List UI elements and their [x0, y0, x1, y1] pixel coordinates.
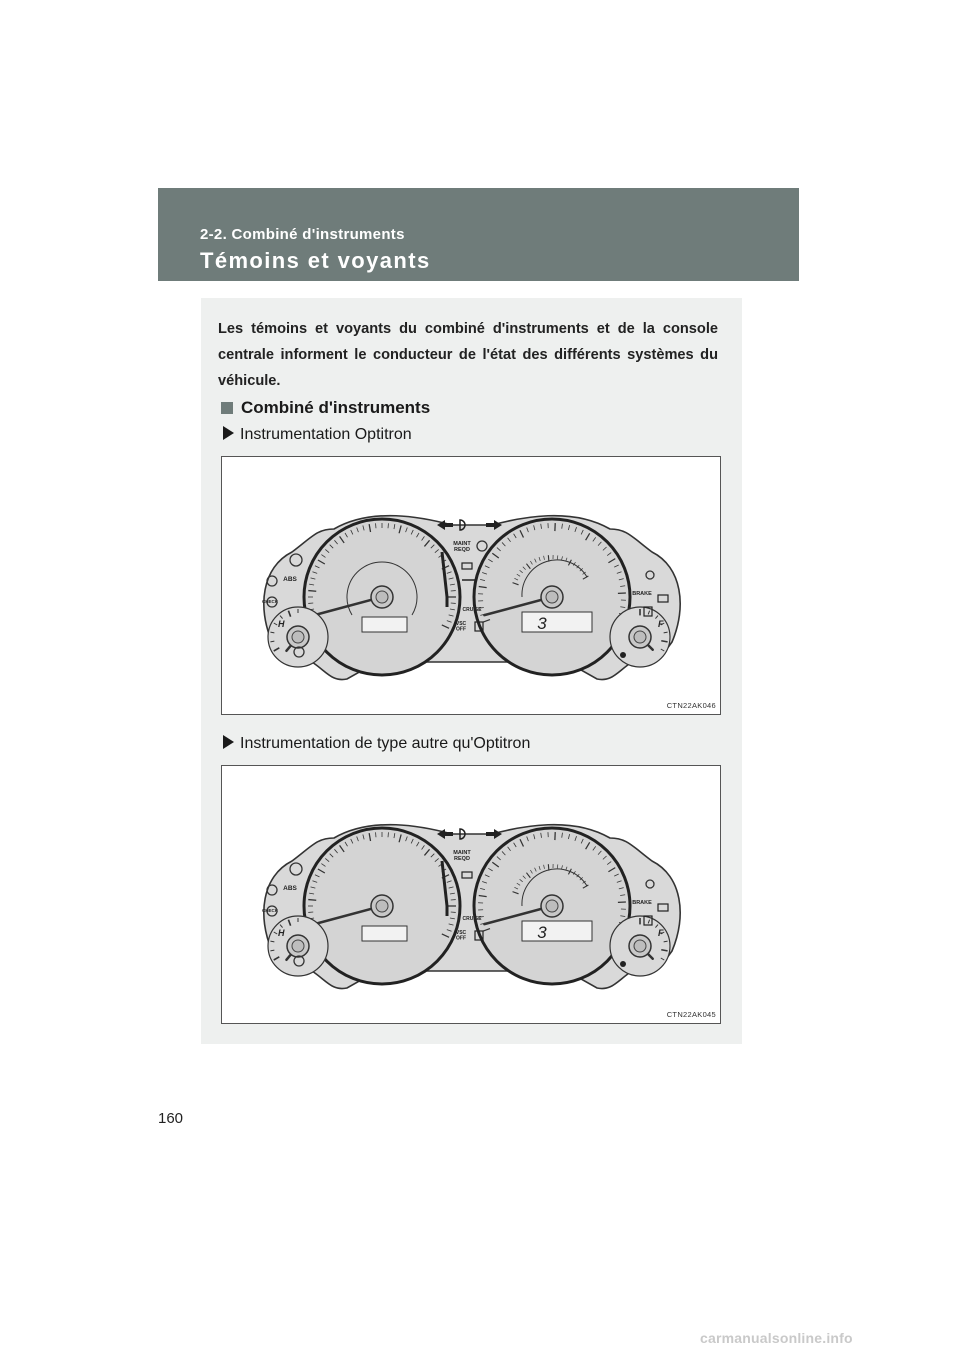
needle-hub-inner	[546, 591, 558, 603]
subheading-text: Combiné d'instruments	[241, 398, 431, 417]
temp-h-label: H	[278, 619, 285, 629]
gauge-tick	[548, 555, 549, 561]
abs-badge: ABS	[283, 885, 297, 892]
gauge-tick	[308, 591, 316, 592]
odometer-display	[362, 617, 407, 632]
needle-hub-inner	[376, 591, 388, 603]
vsc-off-badge: VSC	[455, 621, 467, 627]
vsc-off-badge: OFF	[456, 626, 466, 633]
figure-label-optitron	[223, 426, 412, 444]
gauge-tick	[548, 864, 549, 870]
shift-display	[522, 612, 592, 632]
figure-label-standard	[223, 735, 530, 753]
vsc-off-badge: VSC	[455, 930, 467, 936]
shift-display	[522, 921, 592, 941]
gauge-tick	[664, 941, 668, 942]
gauge-tick	[661, 641, 667, 642]
needle-hub-inner	[634, 631, 646, 643]
vsc-off-badge: OFF	[456, 935, 466, 942]
section-label: 2-2. Combiné d'instruments	[200, 226, 405, 243]
odometer-display	[362, 926, 407, 941]
cluster-figure-standard	[221, 765, 721, 1024]
gauge-tick	[270, 950, 274, 951]
fuel-f-label: F	[658, 619, 664, 629]
abs-badge: ABS	[283, 576, 297, 583]
gear-indicator: 3	[537, 614, 547, 633]
temp-h-label: H	[278, 928, 285, 938]
subheading	[221, 398, 430, 418]
figure-code: CTN22AK045	[666, 1010, 716, 1019]
maint-reqd-badge: MAINT	[453, 850, 471, 856]
gear-indicator: 3	[537, 923, 547, 942]
cruise-badge: CRUISE	[462, 607, 482, 613]
gauge-tick	[270, 941, 274, 942]
needle-hub-inner	[546, 900, 558, 912]
gauge-tick	[270, 632, 274, 633]
section-header	[158, 188, 799, 281]
gauge-tick	[661, 950, 667, 951]
page-title: Témoins et voyants	[200, 248, 431, 273]
maint-reqd-badge: REQD	[454, 547, 470, 553]
maint-reqd-badge: MAINT	[453, 541, 471, 547]
triangle-bullet-icon	[223, 426, 234, 440]
maint-reqd-badge: REQD	[454, 856, 470, 862]
intro-paragraph: Les témoins et voyants du combiné d'instruments et de la console centrale informent le conducteur de l'état des différents systèmes du véhicule.	[218, 321, 718, 389]
check-engine-badge: CHECK	[261, 908, 279, 913]
needle-hub-inner	[376, 900, 388, 912]
watermark: carmanualsonline.info	[700, 1330, 853, 1346]
fuel-dot	[620, 652, 626, 658]
check-engine-badge: CHECK	[261, 599, 279, 604]
cluster-group	[262, 516, 680, 680]
figure-label-text: Instrumentation de type autre qu'Optitron	[240, 735, 531, 752]
needle-hub-inner	[634, 940, 646, 952]
needle-hub-inner	[292, 940, 304, 952]
fuel-dot	[620, 961, 626, 967]
needle-hub-inner	[292, 631, 304, 643]
cluster-figure-optitron	[221, 456, 721, 715]
gauge-tick	[270, 641, 274, 642]
square-bullet-icon	[221, 402, 233, 414]
cluster-group	[262, 825, 680, 989]
triangle-bullet-icon	[223, 735, 234, 749]
instrument-cluster-illustration	[222, 457, 721, 715]
instrument-cluster-illustration	[222, 766, 721, 1024]
figure-label-text: Instrumentation Optitron	[240, 426, 412, 443]
cruise-badge: CRUISE	[462, 916, 482, 922]
page-number: 160	[158, 1110, 184, 1127]
gauge-tick	[308, 900, 316, 901]
brake-badge: BRAKE	[632, 900, 652, 906]
figure-code: CTN22AK046	[666, 701, 716, 710]
brake-badge: BRAKE	[632, 591, 652, 597]
fuel-f-label: F	[658, 928, 664, 938]
gauge-tick	[664, 632, 668, 633]
content-box	[201, 298, 742, 1044]
